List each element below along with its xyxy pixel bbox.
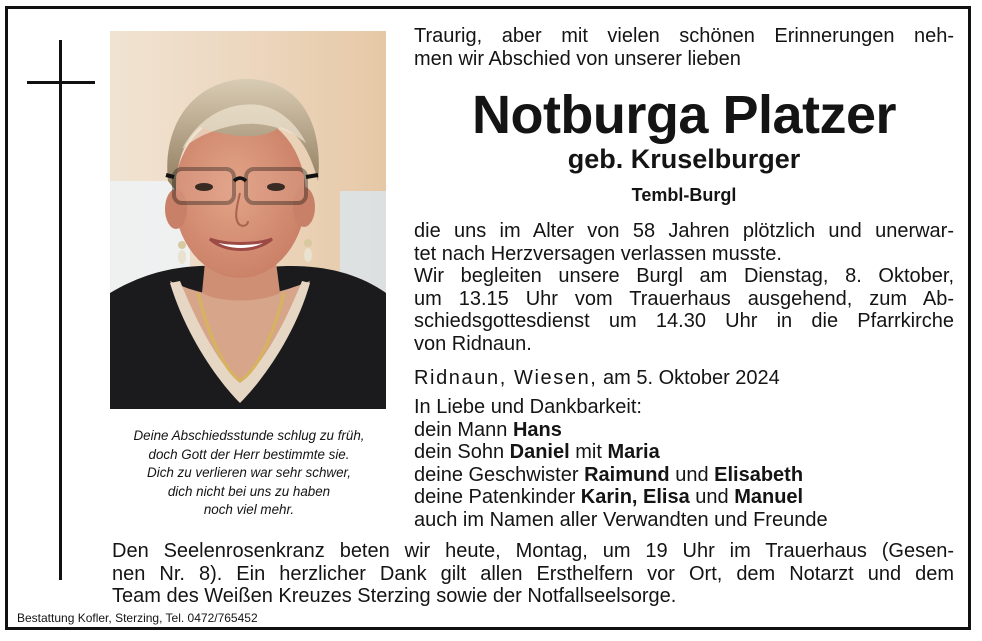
place: Ridnaun, Wiesen, — [414, 367, 598, 389]
detail-line: tet nach Herzversagen verlassen musste. — [414, 242, 782, 265]
mourner-line — [414, 441, 954, 464]
poem-line: Deine Abschiedsstunde schlug zu früh, — [133, 428, 365, 443]
poem-line: dich nicht bei uns zu haben — [167, 483, 331, 499]
cross-horizontal-bar — [27, 81, 95, 84]
detail-line: schiedsgottesdienst um 14.30 Uhr in die Pfarrkirche — [414, 310, 954, 332]
mourner-relation: deine Geschwister — [414, 463, 585, 486]
mourner-relation: dein Mann — [414, 418, 513, 441]
intro-line: men wir Abschied von unserer lieben — [414, 47, 741, 70]
intro-text — [414, 25, 954, 70]
poem-line: doch Gott der Herr bestimmte sie. — [148, 446, 350, 462]
mourner-name: Manuel — [734, 486, 804, 508]
poem-line: Dich zu verlieren war sehr schwer, — [147, 465, 351, 480]
funeral-details — [414, 220, 954, 355]
cross-vertical-bar — [59, 40, 62, 580]
nickname: Tembl-Burgl — [631, 185, 737, 205]
portrait-photo — [110, 31, 386, 409]
mourner-connector: und — [689, 486, 735, 508]
mourner-line: auch im Namen aller Verwandten und Freunde — [414, 508, 828, 531]
place-date — [414, 367, 954, 390]
note-line: Den Seelenrosenkranz beten wir heute, Montag, um 19 Uhr im Trauerhaus (Gesen- — [112, 540, 954, 562]
detail-line: Wir begleiten unsere Burgl am Dienstag, 8. Oktober, — [414, 265, 954, 287]
note-line: Team des Weißen Kreuzes Sterzing sowie der Notfallseelsorge. — [112, 585, 677, 607]
detail-line: um 13.15 Uhr vom Trauerhaus ausgehend, zum Ab- — [414, 287, 954, 310]
mourner-name: Elisabeth — [714, 463, 804, 486]
mourner-line — [414, 486, 954, 509]
detail-line: die uns im Alter von 58 Jahren plötzlich und unerwar- — [414, 220, 954, 242]
mourner-connector: und — [669, 463, 715, 486]
birth-name: geb. Kruselburger — [567, 144, 801, 174]
intro-line: Traurig, aber mit vielen schönen Erinnerungen neh- — [414, 25, 954, 47]
deceased-name: Notburga Platzer — [471, 85, 897, 145]
mourner-name: Maria — [607, 441, 660, 463]
funeral-home-credit: Bestattung Kofler, Sterzing, Tel. 0472/765452 — [17, 611, 258, 625]
mourner-relation: dein Sohn — [414, 441, 510, 463]
mourner-name: Raimund — [584, 463, 670, 486]
mourner-name: Hans — [512, 418, 562, 441]
rosary-note — [112, 540, 954, 608]
note-line: nen Nr. 8). Ein herzlicher Dank gilt allen Ersthelfern vor Ort, dem Notarzt und dem — [112, 562, 954, 585]
mourner-line — [414, 464, 954, 487]
detail-line: von Ridnaun. — [414, 332, 532, 355]
mourner-name: Daniel — [509, 441, 570, 463]
poem-line: noch viel mehr. — [203, 502, 295, 517]
mourners — [414, 396, 954, 531]
mourners-intro: In Liebe und Dankbarkeit: — [414, 396, 642, 418]
poem — [106, 427, 392, 520]
mourner-relation: deine Patenkinder — [414, 486, 581, 508]
mourner-connector: mit — [569, 441, 608, 463]
mourner-line — [414, 419, 954, 442]
mourner-name: Karin, Elisa — [580, 486, 690, 508]
date: am 5. Oktober 2024 — [603, 367, 780, 389]
